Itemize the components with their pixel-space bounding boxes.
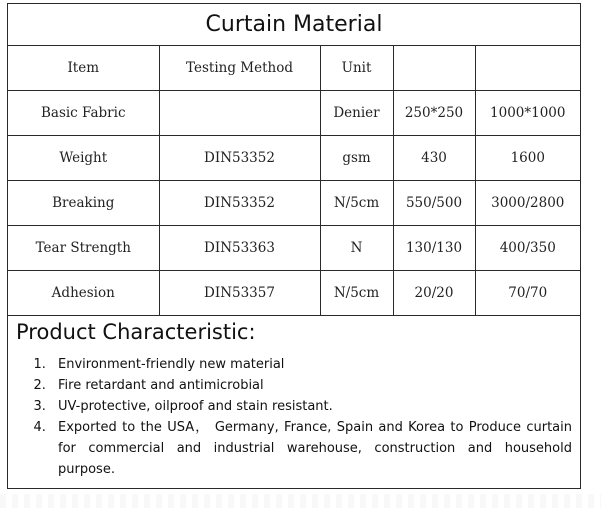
table-row bbox=[8, 91, 580, 136]
table-row bbox=[8, 271, 580, 316]
cell-value-b: 3000/2800 bbox=[475, 181, 580, 226]
cell-unit: Denier bbox=[320, 91, 393, 136]
header-cell-value-a bbox=[393, 46, 475, 91]
list-item: 3. UV-protective, oilproof and stain resistant. bbox=[50, 396, 574, 417]
cell-item: Weight bbox=[8, 136, 159, 181]
list-item: 1. Environment-friendly new material bbox=[50, 354, 574, 375]
cell-item: Tear Strength bbox=[8, 226, 159, 271]
watermark-strip bbox=[0, 494, 601, 508]
header-cell-item: Item bbox=[8, 46, 159, 91]
table-row bbox=[8, 226, 580, 271]
cell-value-b: 70/70 bbox=[475, 271, 580, 316]
cell-value-a: 250*250 bbox=[393, 91, 475, 136]
cell-unit: N bbox=[320, 226, 393, 271]
cell-unit: gsm bbox=[320, 136, 393, 181]
cell-value-a: 20/20 bbox=[393, 271, 475, 316]
cell-value-a: 130/130 bbox=[393, 226, 475, 271]
cell-method: DIN53363 bbox=[159, 226, 320, 271]
cell-method: DIN53352 bbox=[159, 136, 320, 181]
cell-item: Adhesion bbox=[8, 271, 159, 316]
header-cell-value-b bbox=[475, 46, 580, 91]
cell-unit: N/5cm bbox=[320, 271, 393, 316]
characteristics-list bbox=[16, 354, 574, 480]
list-item: 4. Exported to the USA， Germany, France, Spain and Korea to Produce curtain for commercial and industrial warehouse, construction and household purpose. bbox=[50, 417, 574, 480]
cell-method: DIN53352 bbox=[159, 181, 320, 226]
cell-item: Breaking bbox=[8, 181, 159, 226]
cell-value-b: 1000*1000 bbox=[475, 91, 580, 136]
list-item: 2. Fire retardant and antimicrobial bbox=[50, 375, 574, 396]
cell-value-a: 430 bbox=[393, 136, 475, 181]
cell-method bbox=[159, 91, 320, 136]
spec-table bbox=[8, 46, 580, 316]
table-row bbox=[8, 136, 580, 181]
characteristics-heading: Product Characteristic: bbox=[16, 320, 256, 344]
cell-value-b: 400/350 bbox=[475, 226, 580, 271]
product-characteristics bbox=[8, 314, 580, 488]
table-row bbox=[8, 181, 580, 226]
table-header-row bbox=[8, 46, 580, 91]
header-cell-testing-method: Testing Method bbox=[159, 46, 320, 91]
spec-sheet bbox=[7, 3, 581, 489]
sheet-title: Curtain Material bbox=[8, 4, 580, 46]
cell-method: DIN53357 bbox=[159, 271, 320, 316]
cell-item: Basic Fabric bbox=[8, 91, 159, 136]
cell-value-b: 1600 bbox=[475, 136, 580, 181]
cell-unit: N/5cm bbox=[320, 181, 393, 226]
header-cell-unit: Unit bbox=[320, 46, 393, 91]
cell-value-a: 550/500 bbox=[393, 181, 475, 226]
